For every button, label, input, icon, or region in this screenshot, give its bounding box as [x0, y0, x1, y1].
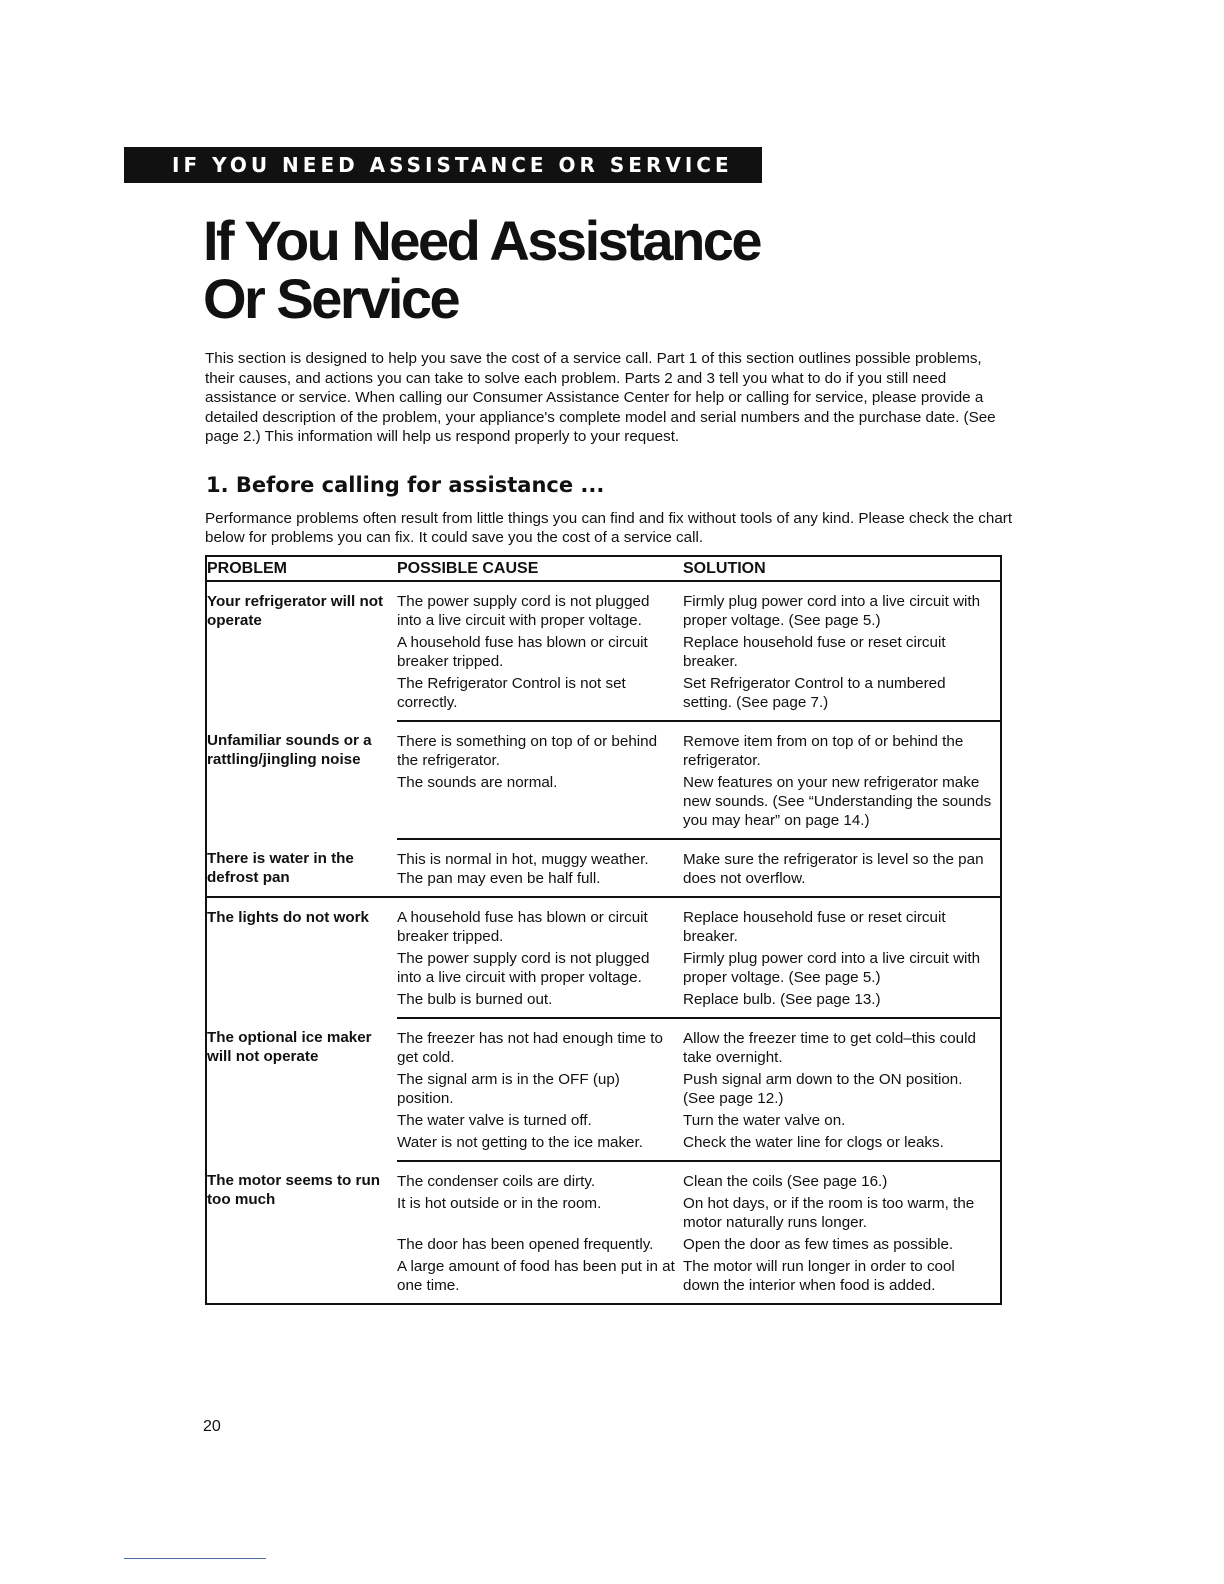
solution-cell: Set Refrigerator Control to a numbered setting. (See page 7.): [683, 671, 1001, 721]
table-row: [206, 839, 1001, 897]
solution-cell: Open the door as few times as possible.: [683, 1236, 954, 1253]
section-heading: 1. Before calling for assistance ...: [206, 473, 605, 497]
solution-cell: Replace household fuse or reset circuit breaker.: [683, 634, 946, 670]
troubleshooting-table: [205, 555, 1002, 1305]
problem-cell: There is water in the defrost pan: [206, 839, 397, 897]
cause-cell: The water valve is turned off.: [397, 1112, 592, 1129]
cause-cell: A household fuse has blown or circuit breaker tripped.: [397, 634, 648, 670]
solution-cell: Turn the water valve on.: [683, 1112, 846, 1129]
cause-cell: A large amount of food has been put in at one time.: [397, 1254, 683, 1304]
cause-cell: The freezer has not had enough time to get cold.: [397, 1030, 663, 1066]
solution-cell: Check the water line for clogs or leaks.: [683, 1130, 1001, 1161]
page-title-line-1: If You Need Assistance: [203, 209, 761, 272]
table-row: [206, 1018, 1001, 1067]
cause-cell: The door has been opened frequently.: [397, 1236, 654, 1253]
cause-cell: It is hot outside or in the room.: [397, 1195, 602, 1212]
cause-cell: The signal arm is in the OFF (up) position.: [397, 1071, 620, 1107]
cause-cell: The bulb is burned out.: [397, 987, 683, 1018]
solution-cell: Make sure the refrigerator is level so the pan does not overflow.: [683, 839, 1001, 897]
solution-cell: Firmly plug power cord into a live circuit with proper voltage. (See page 5.): [683, 593, 981, 629]
problem-cell: Your refrigerator will not operate: [207, 593, 384, 629]
page-number: 20: [203, 1418, 221, 1435]
solution-cell: New features on your new refrigerator make new sounds. (See “Understanding the sounds you may hear” on page 14.): [683, 770, 1001, 839]
cause-cell: Water is not getting to the ice maker.: [397, 1130, 683, 1161]
solution-cell: Replace household fuse or reset circuit breaker.: [683, 909, 946, 945]
solution-cell: The motor will run longer in order to cool down the interior when food is added.: [683, 1254, 1001, 1304]
solution-cell: Remove item from on top of or behind the refrigerator.: [683, 733, 964, 769]
table-row: [206, 897, 1001, 946]
cause-cell: The power supply cord is not plugged into a live circuit with proper voltage.: [397, 950, 650, 986]
cause-cell: There is something on top of or behind the refrigerator.: [397, 733, 658, 769]
solution-cell: Firmly plug power cord into a live circuit with proper voltage. (See page 5.): [683, 950, 981, 986]
solution-cell: On hot days, or if the room is too warm, the motor naturally runs longer.: [683, 1195, 975, 1231]
solution-cell: Push signal arm down to the ON position. (See page 12.): [683, 1071, 963, 1107]
column-header-cause: POSSIBLE CAUSE: [397, 556, 683, 581]
solution-cell: Allow the freezer time to get cold–this could take overnight.: [683, 1030, 976, 1066]
section-banner: IF YOU NEED ASSISTANCE OR SERVICE: [124, 147, 762, 183]
page-title-line-2: Or Service: [203, 267, 459, 330]
solution-cell: Clean the coils (See page 16.): [683, 1173, 888, 1190]
problem-cell: The motor seems to run too much: [207, 1172, 380, 1208]
problem-cell: Unfamiliar sounds or a rattling/jingling noise: [207, 732, 372, 768]
cause-cell: The Refrigerator Control is not set correctly.: [397, 671, 683, 721]
footnote-rule: [124, 1558, 266, 1559]
page-title: [203, 209, 761, 330]
column-header-solution: SOLUTION: [683, 556, 1001, 581]
table-row: [206, 1161, 1001, 1191]
problem-cell: The lights do not work: [207, 909, 369, 926]
problem-cell: The optional ice maker will not operate: [207, 1029, 372, 1065]
cause-cell: The condenser coils are dirty.: [397, 1173, 596, 1190]
cause-cell: The power supply cord is not plugged into a live circuit with proper voltage.: [397, 593, 650, 629]
solution-cell: Replace bulb. (See page 13.): [683, 987, 1001, 1018]
table-header-row: [206, 556, 1001, 581]
cause-cell: The sounds are normal.: [397, 770, 683, 839]
table-row: [206, 721, 1001, 770]
cause-cell: A household fuse has blown or circuit breaker tripped.: [397, 909, 648, 945]
column-header-problem: PROBLEM: [206, 556, 397, 581]
intro-paragraph: This section is designed to help you save the cost of a service call. Part 1 of this section outlines possible problems, their causes, and actions you can take to solve each problem. Parts 2 and 3 tell you what to do if you still need assistance or service. When calling our Consumer Assistance Center for help or calling for service, please provide a detailed description of the problem, your appliance's complete model and serial numbers and the purchase date. (See page 2.) This information will help us respond properly to your request.: [205, 350, 996, 446]
cause-cell: This is normal in hot, muggy weather. The pan may even be half full.: [397, 839, 683, 897]
table-row: [206, 581, 1001, 630]
section-lead-paragraph: Performance problems often result from little things you can find and fix without tools of any kind. Please check the chart below for problems you can fix. It could save you the cost of a service call.: [205, 510, 1013, 546]
